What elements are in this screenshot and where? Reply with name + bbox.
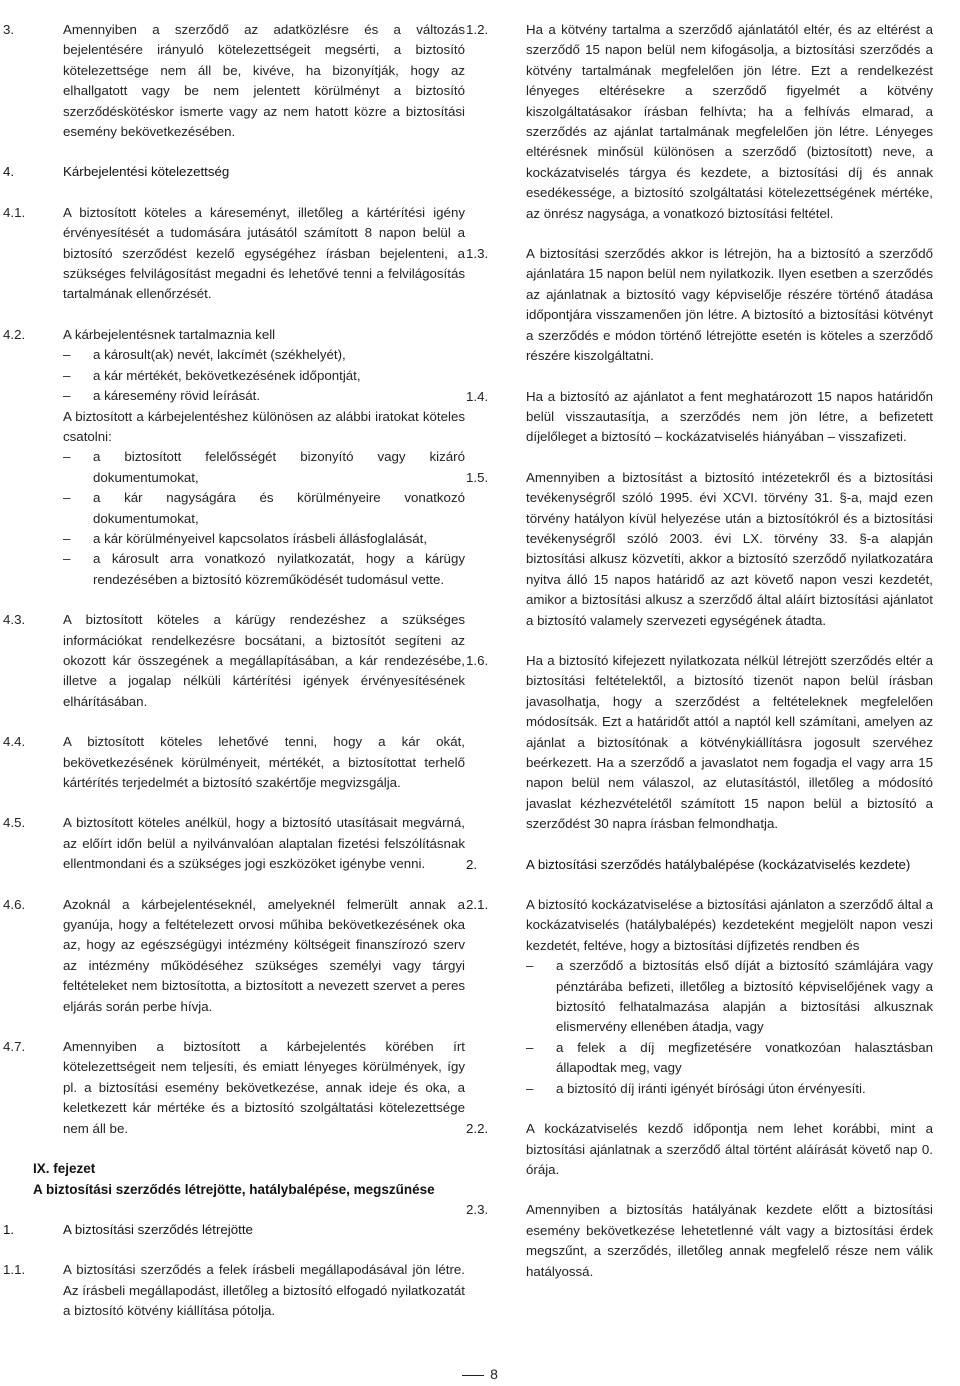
section-heading-4: 4. Kárbejelentési kötelezettség [3,164,230,180]
paragraph-4-3: 4.3. A biztosított köteles a kárügy rendezéshez a szükséges információkat rendelkezésre bocsátani, a biztosítót segíteni az okozott kár összegének a megállapításában, a kár rendezésébe, illetve a jogalap nélküli kártérítési igények érvényesítésének elhárításában. [3,612,465,709]
paragraph-4-2: 4.2. A kárbejelentésnek tartalmaznia kell [3,326,276,342]
paragraph-4-2-continued: A biztosított a kárbejelentéshez különösen az alábbi iratokat köteles csatolni: [63,408,465,444]
paragraph-4-1: 4.1. A biztosított köteles a káreseményt, illetőleg a kártérítési igény érvényesítését a tudomására jutásától számított 8 napon belül a biztosító szerződést kezelő egységéhez írásban bejelenteni, a szükséges felvilágosítást megadni és lehetővé tenni a felvilágosítás tartalmának ellenőrzését. [3,204,465,302]
list-item: – a károsult(ak) nevét, lakcímét (székhelyét), [33,345,465,365]
paragraph-1-6: 1.6. Ha a biztosító kifejezett nyilatkozata nélkül létrejött szerződés eltér a biztosítási feltételektől, a biztosító tizenöt napon belül írásban javasolhatja, hogy a szerződést a feltételeknek megfelelően módosítsák. Ezt a határidőt attól a naptól kell számítani, amelyen az ajánlat a biztosítónak a kötvénykiállításra jogosult szervéhez beérkezett. Ha a szerződő a javaslatot nem fogadja el vagy arra 15 napon belül nem válaszol, az elutasítástól, illetőleg a módosító javaslat kézhezvételétől számított 15 napon belül a biztosító a szerződést 30 napra írásban felmondhatja. [466,652,933,832]
paragraph-1-1: 1.1. A biztosítási szerződés a felek írásbeli megállapodásával jön létre. Az írásbeli megállapodást, illetőleg a biztosító elfogadó nyilatkozatát a biztosító kötvény kiállítása pótolja. [3,1262,465,1319]
paragraph-4-6: 4.6. Azoknál a kárbejelentéseknél, amelyeknél felmerült annak a gyanúja, hogy a feltételezett orvosi műhiba bekövetkezésének oka az, hogy az egészségügyi intézmény költségeit finanszírozó szerv az intézmény működéséhez szükséges személyi vagy tárgyi feltételeket nem biztosította, a biztosított a nevezett szervet a peres eljárás során perbe hívja. [3,896,465,1014]
list-item: – a kár nagyságára és körülményeire vonatkozó dokumentumokat, [33,488,465,529]
section-heading-1: 1. A biztosítási szerződés létrejötte [3,1221,253,1237]
list-item: – a biztosító díj iránti igényét bírósági úton érvényesíti. [496,1079,933,1099]
footer-rule [462,1375,484,1376]
section-heading-2: 2. A biztosítási szerződés hatálybalépése (kockázatviselés kezdete) [466,856,911,872]
right-column [466,20,933,1282]
list-item: – a kár mértékét, bekövetkezésének időpontját, [33,366,465,386]
left-column [3,20,465,1322]
chapter-number: IX. fejezet [33,1161,96,1177]
paragraph-4-7: 4.7. Amennyiben a biztosított a kárbejelentés körében írt kötelezettségeit nem teljesíti, és emiatt lényeges körülmények, így pl. a biztosítási esemény bekövetkezése, annak ideje és oka, a keletkezett kár mértéke és a biztosító szolgáltatási kötelezettsége nem áll be. [3,1039,465,1136]
paragraph-2-1: 2.1. A biztosító kockázatviselése a biztosítási ajánlaton a szerződő által a kockázatviselés (hatálybalépés) kezdeteként megjelölt napon veszi kezdetét, feltéve, hogy a biztosítási díjfizetés rendben és [466,897,933,953]
list-item: – a felek a díj megfizetésére vonatkozóan halasztásban állapodtak meg, vagy [496,1038,933,1079]
list-item: – a biztosított felelősségét bizonyító vagy kizáró dokumentumokat, [33,447,465,488]
list-item: – a kár körülményeivel kapcsolatos írásbeli állásfoglalását, [33,529,465,549]
list-item: – a szerződő a biztosítás első díját a biztosító számlájára vagy pénztárába befizeti, illetőleg a biztosító képviselőjének vagy a biztosító felhatalmazása alapján a biztosítási alkusznak elismervény ellenében átadja, vagy [496,956,933,1038]
page-number: 8 [490,1366,498,1382]
paragraph-2-2: 2.2. A kockázatviselés kezdő időpontja nem lehet korábbi, mint a biztosítási ajánlatnak a szerződő által történt aláírását követő nap 0. órája. [466,1121,933,1177]
paragraph-4-5: 4.5. A biztosított köteles anélkül, hogy a biztosító utasításait megvárná, az előírt időn belül a nyilvánvalóan alaptalan fizetési felszólításnak ellentmondani és a szükséges jogi eszközöket igénybe venni. [3,815,465,872]
paragraph-3: 3. Amennyiben a szerződő az adatközlésre és a változás bejelentésére irányuló kötelezettségeit megsérti, a biztosító kötelezettsége nem áll be, kivéve, ha bizonyítják, hogy az elhallgatott vagy be nem jelentett körülményt a biztosító szerződéskötéskor ismerte vagy az nem hatott közre a biztosítási esemény bekövetkezésében. [3,22,465,140]
list-item: – a káresemény rövid leírását. [33,386,465,406]
paragraph-1-2: 1.2. Ha a kötvény tartalma a szerződő ajánlatától eltér, és az eltérést a szerződő 15 napon belül nem kifogásolja, a biztosítási szerződés a kötvény tartalmának megfelelően jön létre. Ezt a rendelkezést lényeges eltérésekre a szerződő figyelmét a kötvény kiszolgáltatásakor írásban felhívta; ha a felhívás elmarad, a szerződés az ajánlat tartalmának megfelelően jön létre. Lényeges eltérésnek minősül különösen a szerződő (biztosított) neve, a kockázatviselés tárgya és kezdete, a biztosítási díj és annak esedékessége, a biztosító szolgáltatási kötelezettségének mértéke, az önrész nagysága, a vonatkozó biztosítási feltétel. [466,22,933,221]
paragraph-1-5: 1.5. Amennyiben a biztosítást a biztosító intézetekről és a biztosítási tevékenységről szóló 1995. évi XCVI. törvény 31. §-a, majd ezen törvény hatályon kívül helyezése után a biztosítókról és a biztosítási tevékenységről szóló 2003. évi LX. törvény 33. §-a alapján biztosítási alkusz közvetíti, akkor a biztosító szerződő nyilatkozatára nyitva álló 15 napos határidő az azt követő napon veszi kezdetét, amikor a biztosítási alkusz a szerződő által aláírt biztosítási ajánlatot a biztosító valamely szervezeti egységének átadta. [466,469,933,628]
chapter-title: A biztosítási szerződés létrejötte, hatálybalépése, megszűnése [33,1181,435,1197]
paragraph-4-4: 4.4. A biztosított köteles lehetővé tenni, hogy a kár okát, bekövetkezésének körülményeit, mértékét, a biztosítottat terhelő kártérítés terjedelmét a biztosító szakértője megvizsgálja. [3,734,465,790]
page-footer [0,1366,960,1382]
paragraph-2-3: 2.3. Amennyiben a biztosítás hatályának kezdete előtt a biztosítási esemény bekövetkezése lehetetlenné vált vagy a biztosítási érdek megszűnt, a szerződés, illetőleg annak megfelelő része nem válik hatályossá. [466,1202,933,1279]
list-item: – a károsult arra vonatkozó nyilatkozatát, hogy a kárügy rendezésében a biztosító közreműködését tudomásul vette. [33,549,465,590]
paragraph-1-4: 1.4. Ha a biztosító az ajánlatot a fent meghatározott 15 napos határidőn belül visszautasítja, a szerződés nem jön létre, a befizetett díjelőleget a biztosító – kockázatviselés hiányában – visszafizeti. [466,388,933,445]
paragraph-1-3: 1.3. A biztosítási szerződés akkor is létrejön, ha a biztosító a szerződő ajánlatára 15 napon belül nem nyilatkozik. Ilyen esetben a szerződés az ajánlatnak a biztosító vagy képviselője részére történő átadása időpontjára visszamenően jön létre. A biztosító a biztosítási kötvényt a szerződés e módon történő létrejötte esetén is köteles a szerződő részére kiszolgáltatni. [466,246,933,364]
